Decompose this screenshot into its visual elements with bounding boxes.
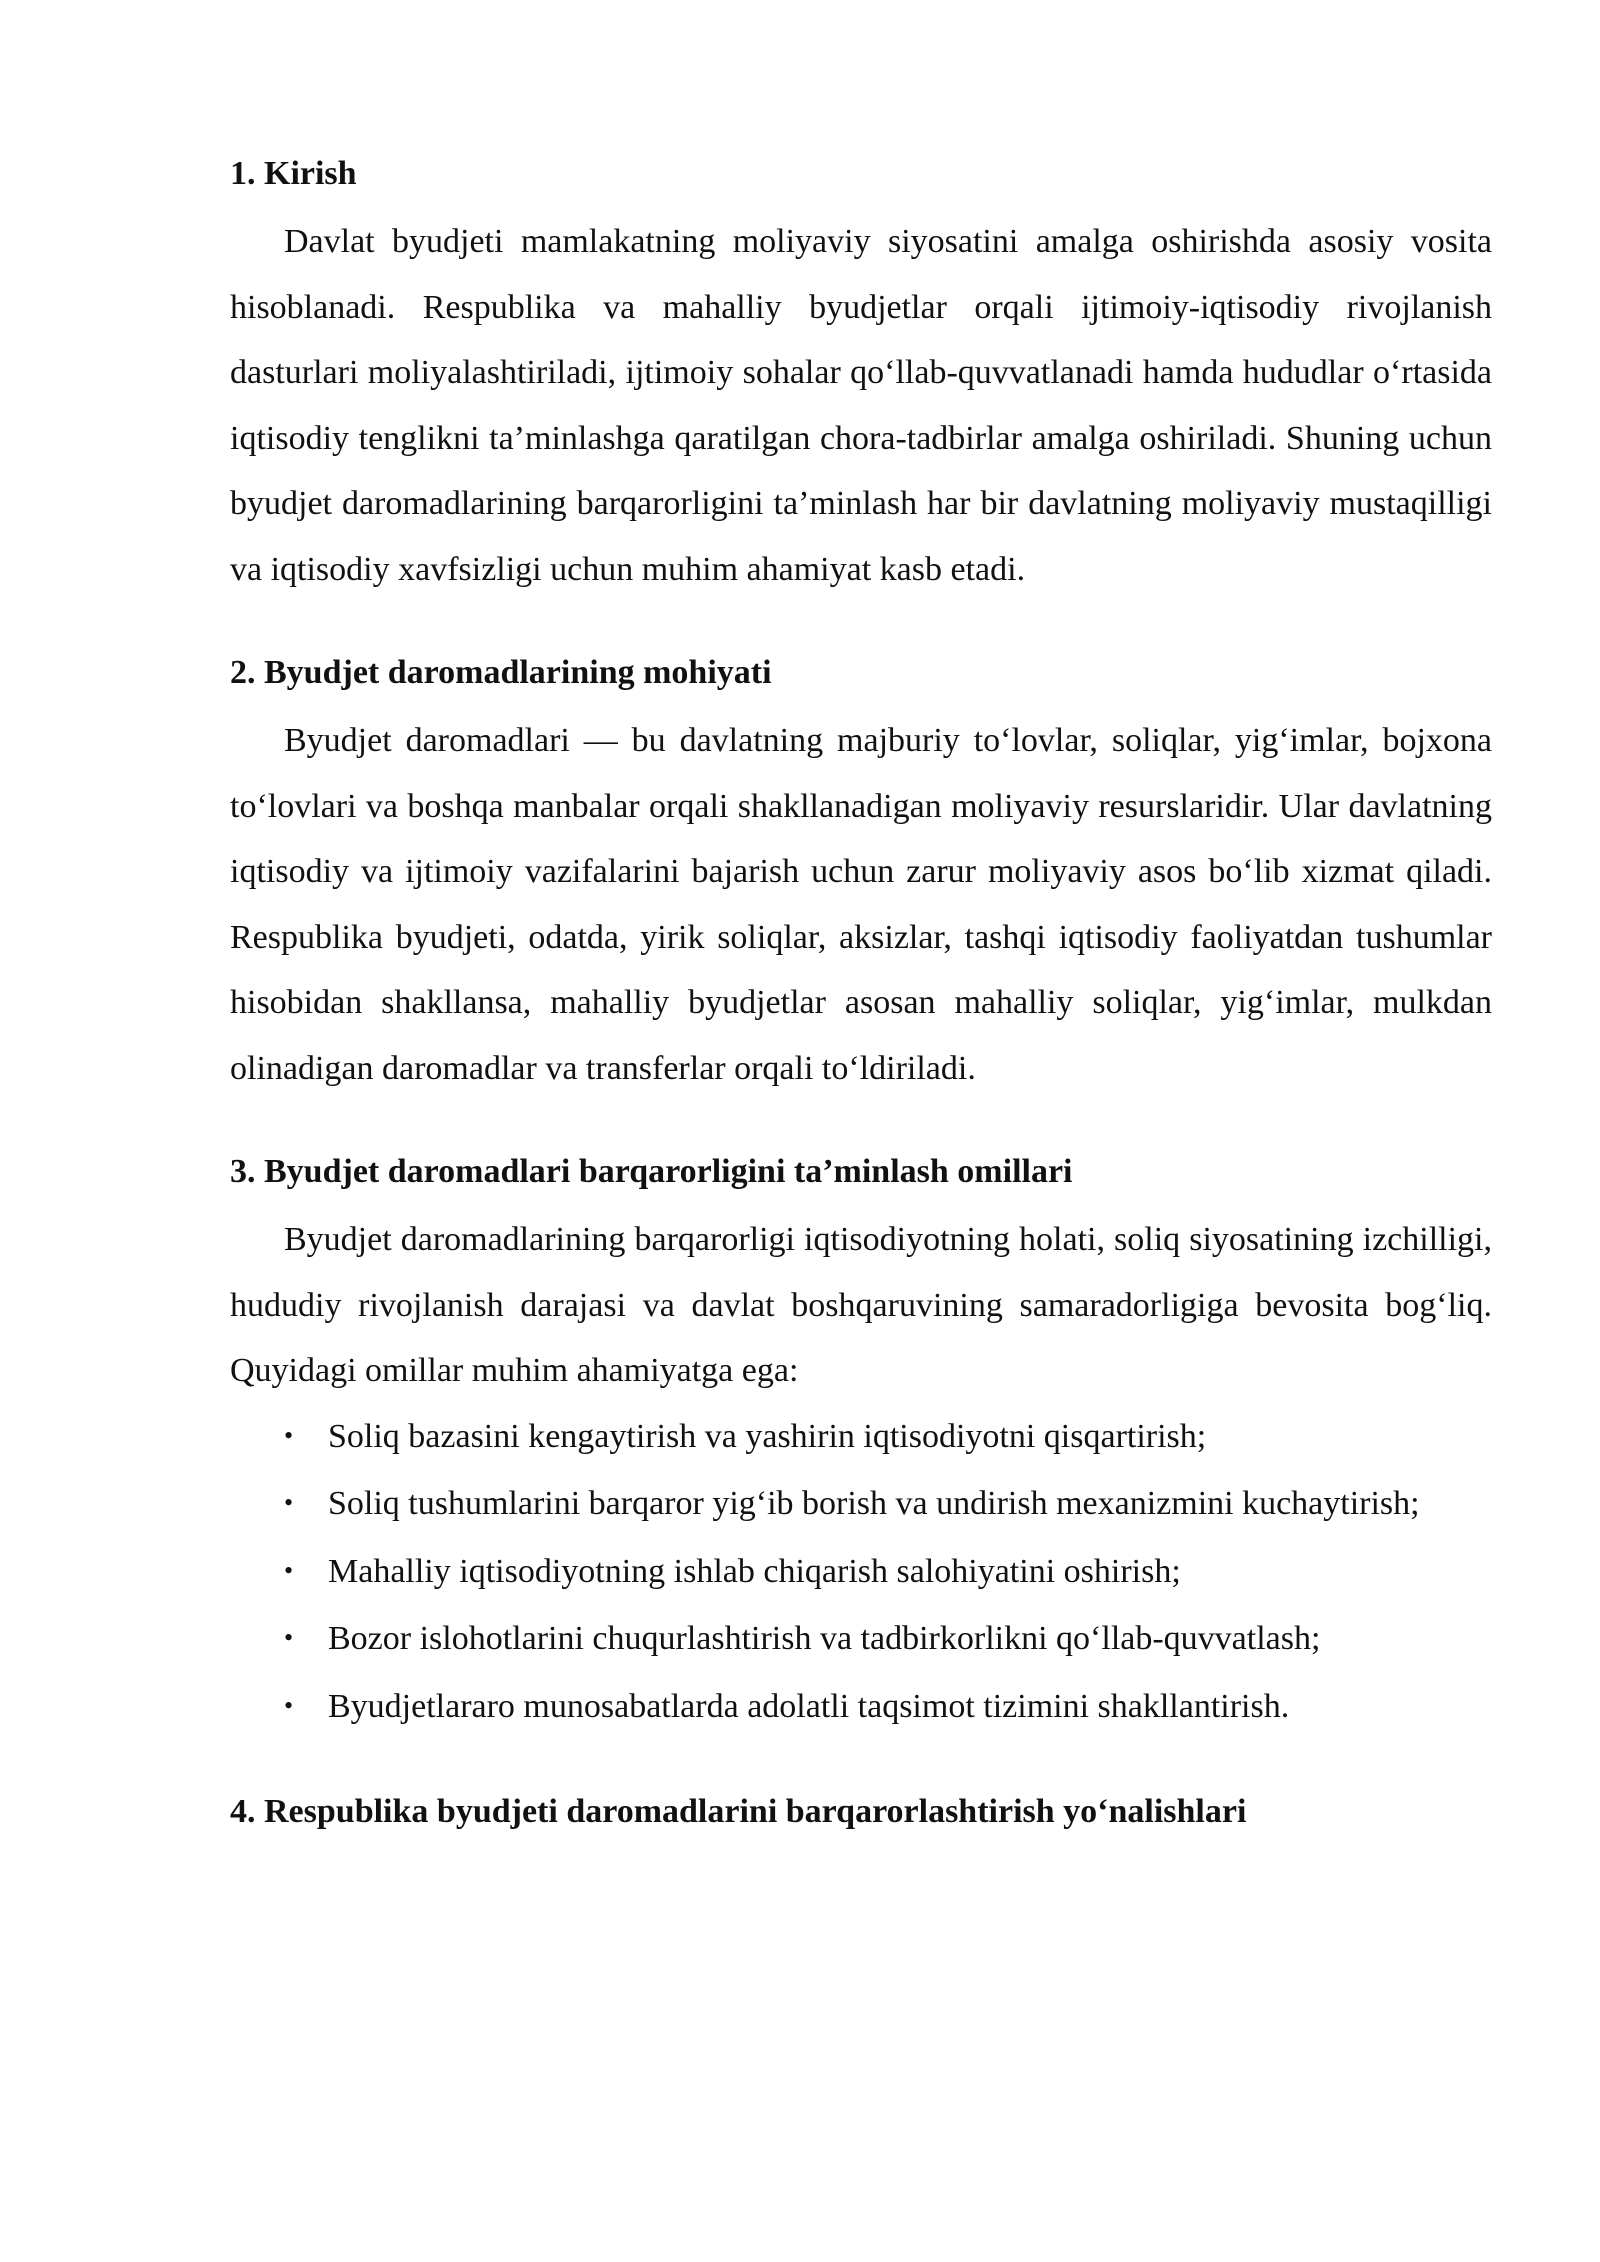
list-item xyxy=(230,1539,1492,1607)
bullet-icon: • xyxy=(284,1623,294,1652)
bullet-icon: • xyxy=(284,1555,294,1585)
bullet-icon: • xyxy=(284,1488,294,1517)
list-item xyxy=(230,1471,1492,1539)
paragraph: Davlat byudjeti mamlakatning moliyaviy siyosatini amalga oshirishda asosiy vosita hisoblanadi. Respublika va mahalliy byudjetlar orqali ijtimoiy-iqtisodiy rivojlanish dasturlari moliyalashtiriladi, ijtimoiy sohalar qo‘llab-quvvatlanadi hamda hududlar o‘rtasida iqtisodiy tenglikni ta’minlashga qaratilgan chora-tadbirlar amalga oshiriladi. Shuning uchun byudjet daromadlarining barqarorligini ta’minlash har bir davlatning moliyaviy mustaqilligi va iqtisodiy xavfsizligi uchun muhim ahamiyat kasb etadi. xyxy=(230,223,1492,588)
section-stability-factors xyxy=(230,1148,1492,1741)
section-republic-budget-directions xyxy=(230,1788,1492,1836)
section-introduction xyxy=(230,150,1492,602)
list-item-text: Byudjetlararo munosabatlarda adolatli taqsimot tizimini shakllantirish. xyxy=(328,1687,1290,1725)
section-heading: 1. Kirish xyxy=(230,155,357,192)
list-item xyxy=(230,1606,1492,1674)
list-item xyxy=(230,1674,1492,1742)
list-item-text: Bozor islohotlarini chuqurlashtirish va tadbirkorlikni qo‘llab-quvvatlash; xyxy=(328,1620,1321,1657)
section-heading: 4. Respublika byudjeti daromadlarini barqarorlashtirish yo‘nalishlari xyxy=(230,1793,1247,1830)
section-heading: 2. Byudjet daromadlarining mohiyati xyxy=(230,654,772,691)
factors-list xyxy=(230,1404,1492,1742)
list-item-text: Soliq tushumlarini barqaror yig‘ib borish va undirish mexanizmini kuchaytirish; xyxy=(328,1485,1420,1522)
paragraph-text: Byudjet daromadlari — bu davlatning majburiy to‘lovlar, soliqlar, yig‘imlar, bojxona to‘lovlari va boshqa manbalar orqali shakllanadigan moliyaviy resurslaridir. Ular davlatning iqtisodiy va ijtimoiy vazifalarini bajarish uchun zarur moliyaviy asos bo‘lib xizmat qiladi. xyxy=(230,722,1492,890)
paragraph-text: Respublika byudjeti, odatda, yirik soliqlar, aksizlar, tashqi iqtisodiy faoliyatdan tushumlar hisobidan shakllansa, mahalliy byudjetlar asosan mahalliy soliqlar, yig‘imlar, mulkdan olinadigan daromadlar va transferlar orqali to‘ldiriladi. xyxy=(230,918,1492,1087)
section-heading: 3. Byudjet daromadlari barqarorligini ta’minlash omillari xyxy=(230,1153,1073,1190)
list-item xyxy=(230,1404,1492,1472)
bullet-icon: • xyxy=(284,1690,294,1720)
list-item-text: Mahalliy iqtisodiyotning ishlab chiqarish salohiyatini oshirish; xyxy=(328,1552,1181,1590)
paragraph: Byudjet daromadlarining barqarorligi iqtisodiyotning holati, soliq siyosatining izchilligi, hududiy rivojlanish darajasi va davlat boshqaruvining samaradorligiga bevosita bog‘liq. Quyidagi omillar muhim ahamiyatga ega: xyxy=(230,1221,1492,1389)
list-item-text: Soliq bazasini kengaytirish va yashirin iqtisodiyotni qisqartirish; xyxy=(328,1417,1207,1455)
section-budget-revenue-essence xyxy=(230,649,1492,1101)
document-page xyxy=(230,150,1492,1883)
paragraph xyxy=(230,708,1492,1101)
bullet-icon: • xyxy=(284,1420,294,1450)
